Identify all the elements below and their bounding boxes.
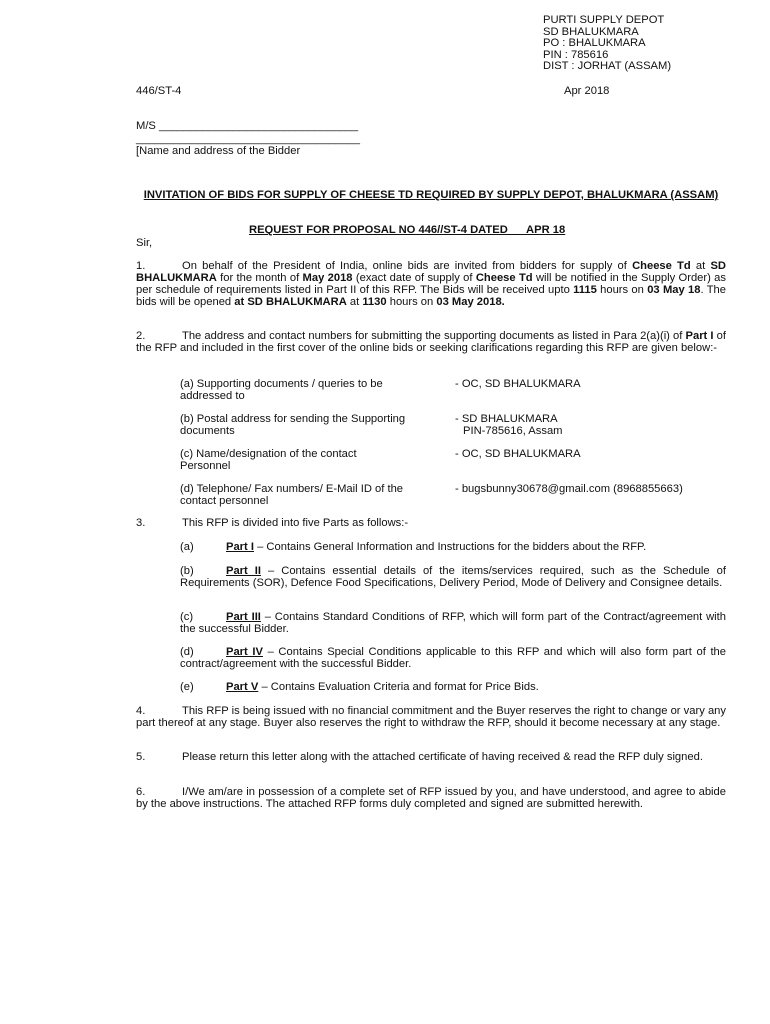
part-name: Part IV [226, 646, 263, 658]
paragraph-1 [136, 260, 726, 308]
part-item-e [180, 681, 726, 693]
sender-line: PIN : 785616 [543, 48, 609, 61]
bold-text: 03 May 18 [647, 284, 701, 296]
contact-value-b [455, 413, 735, 437]
para-number: 6. [136, 786, 146, 798]
bold-text: 03 May 2018. [436, 296, 505, 308]
contact-label-a: (a) Supporting documents / queries to be addressed to [180, 378, 383, 402]
bold-text: SD BHALUKMARA [136, 260, 727, 284]
text: This RFP is being issued with no financial commitment and the Buyer reserves the right to change or vary any part thereof at any stage. Buyer also reserves the right to withdraw the RFP, should it become necessary at any stage. [136, 705, 726, 729]
text: Please return this letter along with the attached certificate of having received & read the RFP duly signed. [182, 751, 703, 763]
para-number: 5. [136, 751, 146, 763]
salutation: Sir, [136, 237, 153, 249]
sender-line: SD BHALUKMARA [543, 25, 639, 38]
contact-value-c: - OC, SD BHALUKMARA [455, 448, 581, 460]
text: of the RFP and included in the first cover of the online bids or seeking clarifications regarding this RFP are given below:- [136, 330, 726, 354]
text: On behalf of the President of India, online bids are invited from bidders for supply of [182, 260, 633, 272]
contact-value-line: PIN-785616, Assam [463, 425, 563, 437]
contact-value-d: - bugsbunny30678@gmail.com (8968855663) [455, 483, 683, 495]
text: will be notified in the Supply Order) as per schedule of requirements listed in Part II of this RFP. The Bids will be received upto [136, 272, 727, 296]
contact-label-b: (b) Postal address for sending the Supporting documents [180, 413, 406, 437]
part-name: Part V [226, 681, 259, 693]
part-letter: (a) [180, 541, 194, 553]
bold-text: Part I [685, 330, 714, 342]
part-item-a [180, 541, 726, 553]
text: hours on [596, 284, 648, 296]
bold-text: May 2018 [302, 272, 353, 284]
contact-value-line: - SD BHALUKMARA [455, 413, 558, 425]
part-name: Part II [226, 565, 261, 577]
addressee-line: ____________________________________ [136, 132, 360, 145]
paragraph-5 [136, 751, 726, 763]
bold-text: Cheese Td [632, 260, 691, 272]
text: – Contains Standard Conditions of RFP, which will form part of the Contract/agreement with the successful Bidder. [180, 611, 726, 635]
addressee-block [136, 120, 396, 158]
part-letter: (b) [180, 565, 194, 577]
bold-text: 1115 [573, 284, 597, 296]
text: for the month of [216, 272, 303, 284]
text: – Contains Evaluation Criteria and format for Price Bids. [258, 681, 539, 693]
part-name: Part I [226, 541, 254, 553]
sender-line: PURTI SUPPLY DEPOT [543, 14, 665, 26]
contact-value-a: - OC, SD BHALUKMARA [455, 378, 581, 390]
contact-label-c: (c) Name/designation of the contact Personnel [180, 448, 357, 472]
bold-text: at SD BHALUKMARA [234, 296, 347, 308]
paragraph-4 [136, 705, 726, 729]
paragraph-6 [136, 786, 726, 810]
text: – Contains essential details of the items/services required, such as the Schedule of Requirements (SOR), Defence Food Specifications, Delivery Period, Mode of Delivery and Consignee details. [180, 565, 726, 589]
sender-line: PO : BHALUKMARA [543, 37, 646, 50]
part-letter: (c) [180, 611, 194, 623]
part-item-b [180, 565, 726, 589]
part-name: Part III [226, 611, 261, 623]
addressee-line: M/S ________________________________ [136, 120, 359, 132]
text: This RFP is divided into five Parts as follows:- [182, 517, 409, 529]
sender-address [543, 15, 671, 73]
part-letter: (e) [180, 681, 194, 693]
text: at [346, 296, 363, 308]
letter-date: Apr 2018 [564, 85, 610, 97]
document-title: INVITATION OF BIDS FOR SUPPLY OF CHEESE TD REQUIRED BY SUPPLY DEPOT, BHALUKMARA (ASSAM) [143, 189, 719, 201]
para-number: 3. [136, 517, 146, 529]
addressee-line: [Name and address of the Bidder [136, 145, 301, 157]
rfp-number-line: REQUEST FOR PROPOSAL NO 446//ST-4 DATED APR 18 [249, 224, 566, 236]
paragraph-2 [136, 330, 726, 354]
part-item-c [180, 611, 726, 635]
text: I/We am/are in possession of a complete set of RFP issued by you, and have understood, and agree to abide by the above instructions. The attached RFP forms duly completed and signed are submitted herewith. [136, 786, 726, 810]
para-number: 4. [136, 705, 146, 717]
bold-text: Cheese Td [475, 272, 533, 284]
bold-text: 1130 [362, 296, 387, 308]
text: – Contains Special Conditions applicable to this RFP and which will also form part of the contract/agreement with the successful Bidder. [180, 646, 726, 670]
para-number: 1. [136, 260, 146, 272]
sender-line: DIST : JORHAT (ASSAM) [543, 60, 672, 73]
text: at [690, 260, 711, 272]
text: The address and contact numbers for submitting the supporting documents as listed in Para 2(a)(i) of [182, 330, 686, 342]
paragraph-3 [136, 517, 726, 529]
para-number: 2. [136, 330, 146, 342]
reference-number: 446/ST-4 [136, 85, 182, 97]
text: – Contains General Information and Instructions for the bidders about the RFP. [253, 541, 647, 553]
text: hours on [386, 296, 437, 308]
part-letter: (d) [180, 646, 194, 658]
part-item-d [180, 646, 726, 670]
text: . The bids will be opened [136, 284, 726, 308]
contact-label-d: (d) Telephone/ Fax numbers/ E-Mail ID of the contact personnel [180, 483, 404, 507]
text: (exact date of supply of [352, 272, 476, 284]
